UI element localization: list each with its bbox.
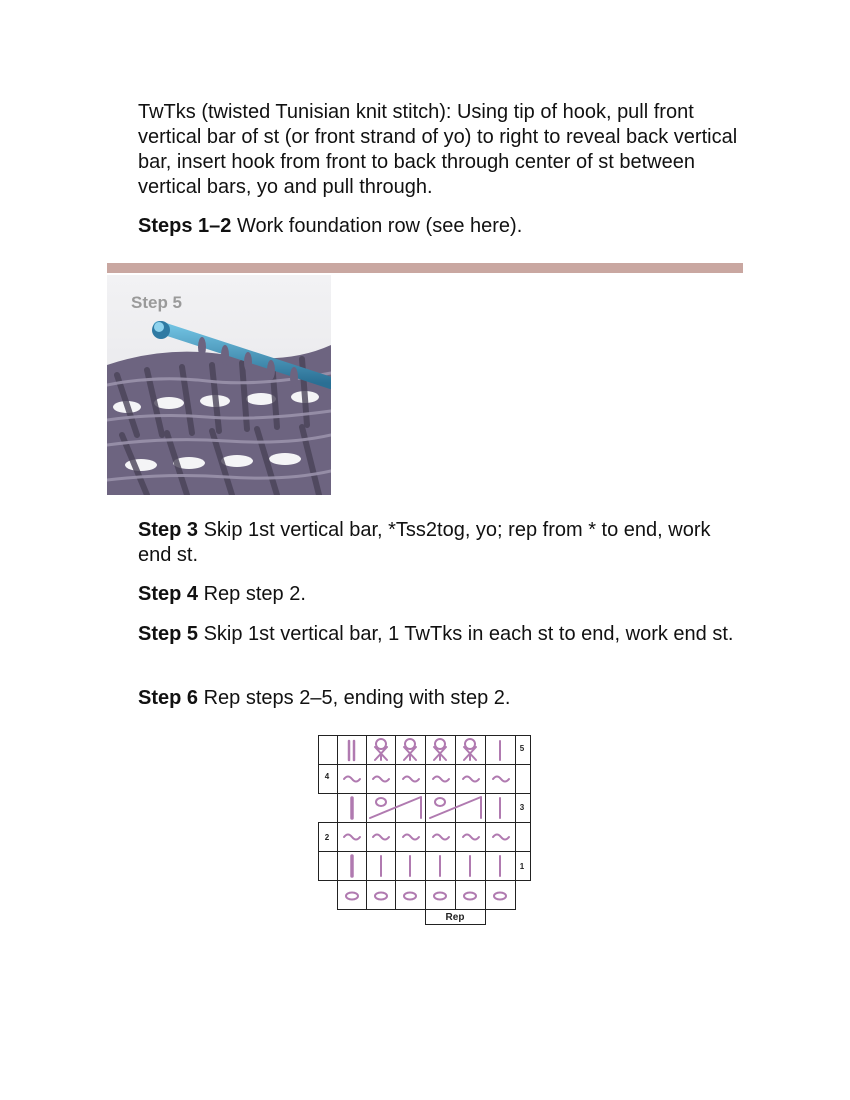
steps-1-2 — [138, 214, 738, 239]
return-pass-symbol — [433, 777, 449, 782]
return-pass-symbol — [463, 777, 479, 782]
return-pass-symbol — [344, 835, 360, 840]
chain-symbol — [346, 893, 358, 900]
step-text: Skip 1st vertical bar, *Tss2tog, yo; rep from * to end, work end st. — [138, 519, 711, 566]
return-pass-symbol — [403, 777, 419, 782]
step-5-photo — [107, 275, 331, 495]
step-label: Step 6 — [138, 687, 199, 709]
chain-symbol — [434, 893, 446, 900]
return-pass-symbol — [493, 777, 509, 782]
step-text: Skip 1st vertical bar, 1 TwTks in each st to end, work end st. — [198, 623, 734, 645]
chain-symbol — [494, 893, 506, 900]
step-label: Step 3 — [138, 519, 199, 541]
twisted-knit-symbol — [376, 739, 386, 749]
row-number-3: 3 — [519, 803, 525, 812]
step-text: Rep steps 2–5, ending with step 2. — [198, 687, 511, 709]
chart-grid — [319, 736, 531, 925]
twisted-knit-symbol — [465, 739, 475, 749]
step-3 — [138, 518, 738, 568]
step-text: Rep step 2. — [198, 583, 306, 605]
row-number-1: 1 — [519, 862, 525, 871]
photo-step-label: Step 5 — [131, 293, 183, 312]
chain-symbol — [375, 893, 387, 900]
step-4 — [138, 582, 738, 607]
yarn-over-symbol — [376, 798, 386, 806]
row-number-2: 2 — [324, 833, 330, 842]
step-6 — [138, 686, 738, 711]
chart-symbols — [344, 739, 509, 900]
chain-symbol — [464, 893, 476, 900]
twisted-knit-symbol — [435, 739, 445, 749]
return-pass-symbol — [373, 777, 389, 782]
return-pass-symbol — [463, 835, 479, 840]
twtks-definition: TwTks (twisted Tunisian knit stitch): Using tip of hook, pull front vertical bar of st (or front strand of yo) to right to reveal back vertical bar, insert hook from front to back through center of st between vertical bars, yo and pull through. — [138, 101, 738, 198]
twisted-knit-symbol — [405, 739, 415, 749]
rep-label: Rep — [445, 912, 465, 923]
chain-symbol — [404, 893, 416, 900]
section-divider — [107, 263, 743, 273]
row-number-4: 4 — [324, 772, 330, 781]
step-label: Step 4 — [138, 583, 199, 605]
yarn-over-symbol — [435, 798, 445, 806]
return-pass-symbol — [403, 835, 419, 840]
return-pass-symbol — [373, 835, 389, 840]
stitch-chart — [318, 734, 533, 929]
step-label: Step 5 — [138, 623, 199, 645]
return-pass-symbol — [493, 835, 509, 840]
return-pass-symbol — [344, 777, 360, 782]
step-5 — [138, 622, 738, 647]
row-number-5: 5 — [519, 744, 525, 753]
step-text: Work foundation row (see here). — [231, 215, 523, 237]
end-stitch-symbol — [349, 741, 354, 760]
step-label: Steps 1–2 — [138, 215, 232, 237]
return-pass-symbol — [433, 835, 449, 840]
